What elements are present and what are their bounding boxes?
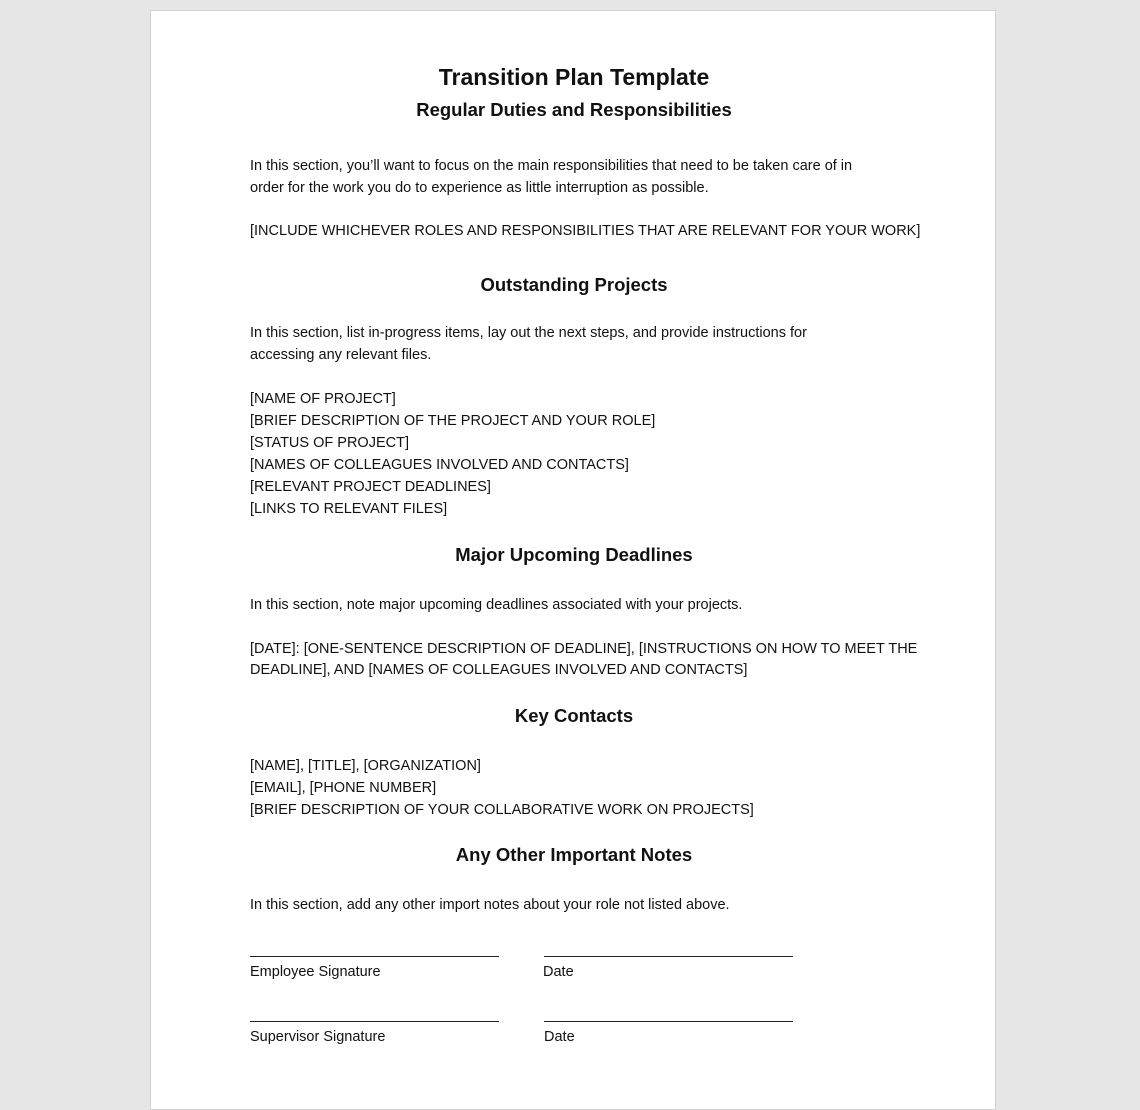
supervisor-date-line[interactable] bbox=[544, 1021, 793, 1022]
section-heading-outstanding-projects: Outstanding Projects bbox=[480, 274, 668, 295]
other-notes-intro: In this section, add any other import notes about your role not listed above. bbox=[250, 897, 730, 913]
document-page bbox=[150, 10, 996, 1110]
section-heading-upcoming-deadlines: Major Upcoming Deadlines bbox=[455, 544, 693, 565]
employee-signature-line[interactable] bbox=[250, 956, 499, 957]
supervisor-date-label: Date bbox=[544, 1029, 575, 1045]
section-heading-key-contacts: Key Contacts bbox=[514, 705, 634, 726]
outstanding-projects-intro-line-2: accessing any relevant files. bbox=[250, 347, 432, 363]
contact-placeholder-name: [NAME], [TITLE], [ORGANIZATION] bbox=[250, 758, 481, 774]
contact-placeholder-email: [EMAIL], [PHONE NUMBER] bbox=[250, 780, 437, 796]
deadline-placeholder-line-1: [DATE]: [ONE-SENTENCE DESCRIPTION OF DEADLINE], [INSTRUCTIONS ON HOW TO MEET THE bbox=[250, 641, 918, 657]
upcoming-deadlines-intro: In this section, note major upcoming deadlines associated with your projects. bbox=[250, 597, 743, 613]
project-placeholder-colleagues: [NAMES OF COLLEAGUES INVOLVED AND CONTACTS] bbox=[250, 457, 629, 473]
regular-duties-intro-line-2: order for the work you do to experience as little interruption as possible. bbox=[250, 180, 709, 196]
regular-duties-intro-line-1: In this section, you’ll want to focus on the main responsibilities that need to be taken care of in bbox=[250, 158, 853, 174]
supervisor-signature-label: Supervisor Signature bbox=[250, 1029, 386, 1045]
document-title: Transition Plan Template bbox=[438, 64, 710, 90]
project-placeholder-deadlines: [RELEVANT PROJECT DEADLINES] bbox=[250, 479, 491, 495]
employee-date-line[interactable] bbox=[544, 956, 793, 957]
project-placeholder-description: [BRIEF DESCRIPTION OF THE PROJECT AND YOUR ROLE] bbox=[250, 413, 656, 429]
contact-placeholder-description: [BRIEF DESCRIPTION OF YOUR COLLABORATIVE WORK ON PROJECTS] bbox=[250, 802, 754, 818]
project-placeholder-files: [LINKS TO RELEVANT FILES] bbox=[250, 501, 448, 517]
section-heading-regular-duties: Regular Duties and Responsibilities bbox=[416, 99, 732, 120]
section-heading-other-notes: Any Other Important Notes bbox=[455, 844, 693, 865]
regular-duties-placeholder: [INCLUDE WHICHEVER ROLES AND RESPONSIBILITIES THAT ARE RELEVANT FOR YOUR WORK] bbox=[250, 223, 921, 239]
employee-date-label: Date bbox=[543, 964, 574, 980]
project-placeholder-status: [STATUS OF PROJECT] bbox=[250, 435, 409, 451]
outstanding-projects-intro-line-1: In this section, list in-progress items, lay out the next steps, and provide instructions for bbox=[250, 325, 807, 341]
employee-signature-label: Employee Signature bbox=[250, 964, 381, 980]
project-placeholder-name: [NAME OF PROJECT] bbox=[250, 391, 396, 407]
deadline-placeholder-line-2: DEADLINE], AND [NAMES OF COLLEAGUES INVOLVED AND CONTACTS] bbox=[250, 662, 748, 678]
supervisor-signature-line[interactable] bbox=[250, 1021, 499, 1022]
